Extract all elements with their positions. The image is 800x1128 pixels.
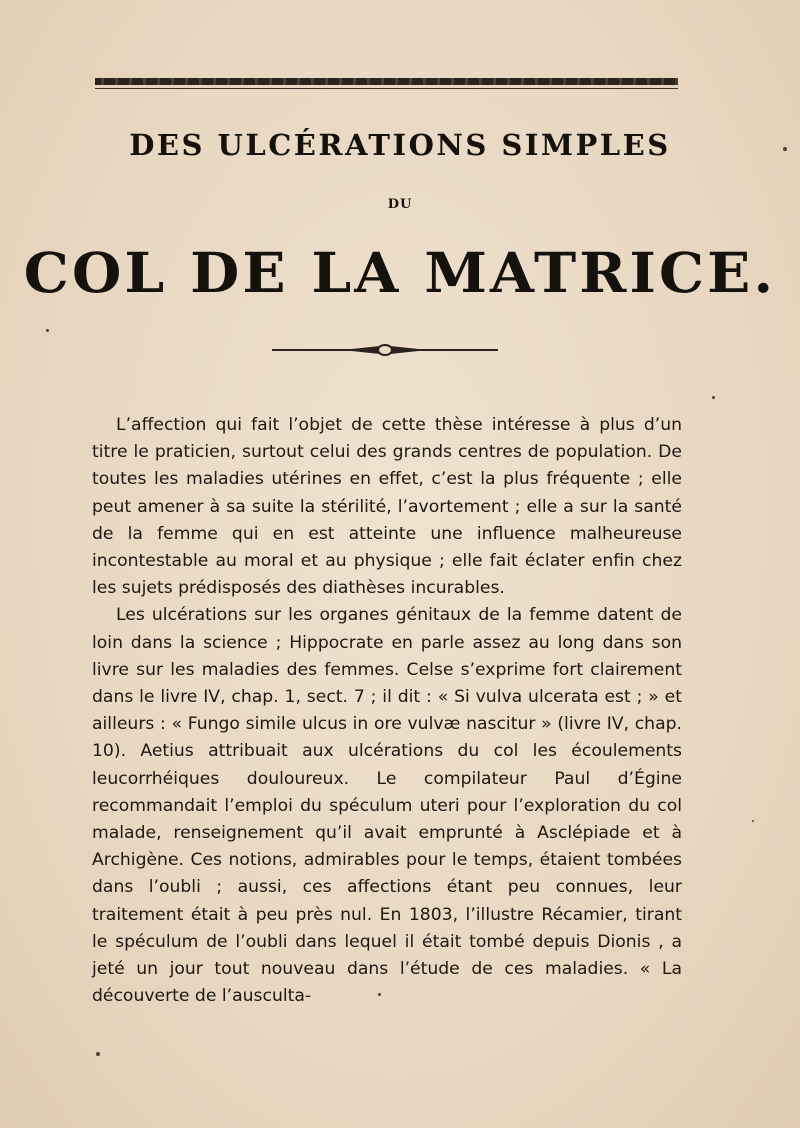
paragraph-1: L’affection qui fait l’objet de cette thèse intéresse à plus d’un titre le praticien, surtout celui des grands centres de population. De toutes les maladies utérines en effet, c’est la plus fréquente ; elle peut amener à sa suite la stérilité, l’avortement ; elle a sur la santé de la femme qui en est atteinte une influence malheureuse incontestable au moral et au physique ; elle fait éclater enfin chez les sujets prédisposés des diathèses incurables. [92,415,682,599]
paper-speck [378,993,381,996]
paper-speck [46,329,49,332]
top-decorative-rule [95,78,678,85]
paper-speck [712,396,715,399]
title-line-1: DES ULCÉRATIONS SIMPLES [129,128,671,162]
title-line-3: COL DE LA MATRICE. [23,240,777,305]
paper-speck [783,147,787,151]
title-line-2: DU [387,197,413,212]
paper-speck [752,820,754,822]
ornament-divider-icon [272,343,498,357]
body-text [92,412,682,1010]
top-thin-rule [95,88,678,89]
paper-speck [96,1052,100,1056]
paragraph-2: Les ulcérations sur les organes génitaux de la femme datent de loin dans la science ; Hippocrate en parle assez au long dans son livre sur les maladies des femmes. Celse s’exprime fort clairement dans le livre IV, chap. 1, sect. 7 ; il dit : « Si vulva ulcerata est ; » et ailleurs : « Fungo simile ulcus in ore vulvæ nascitur » (livre IV, chap. 10). Aetius attribuait aux ulcérations du col les écoulements leucorrhéiques douloureux. Le compilateur Paul d’Égine recommandait l’emploi du spéculum uteri pour l’exploration du col malade, renseignement qu’il avait emprunté à Asclépiade et à Archigène. Ces notions, admirables pour le temps, étaient tombées dans l’oubli ; aussi, ces affections étant peu connues, leur traitement était à peu près nul. En 1803, l’illustre Récamier, tirant le spéculum de l’oubli dans lequel il était tombé depuis Dionis , a jeté un jour tout nouveau dans l’étude de ces maladies. « La découverte de l’ausculta- [92,605,682,1007]
